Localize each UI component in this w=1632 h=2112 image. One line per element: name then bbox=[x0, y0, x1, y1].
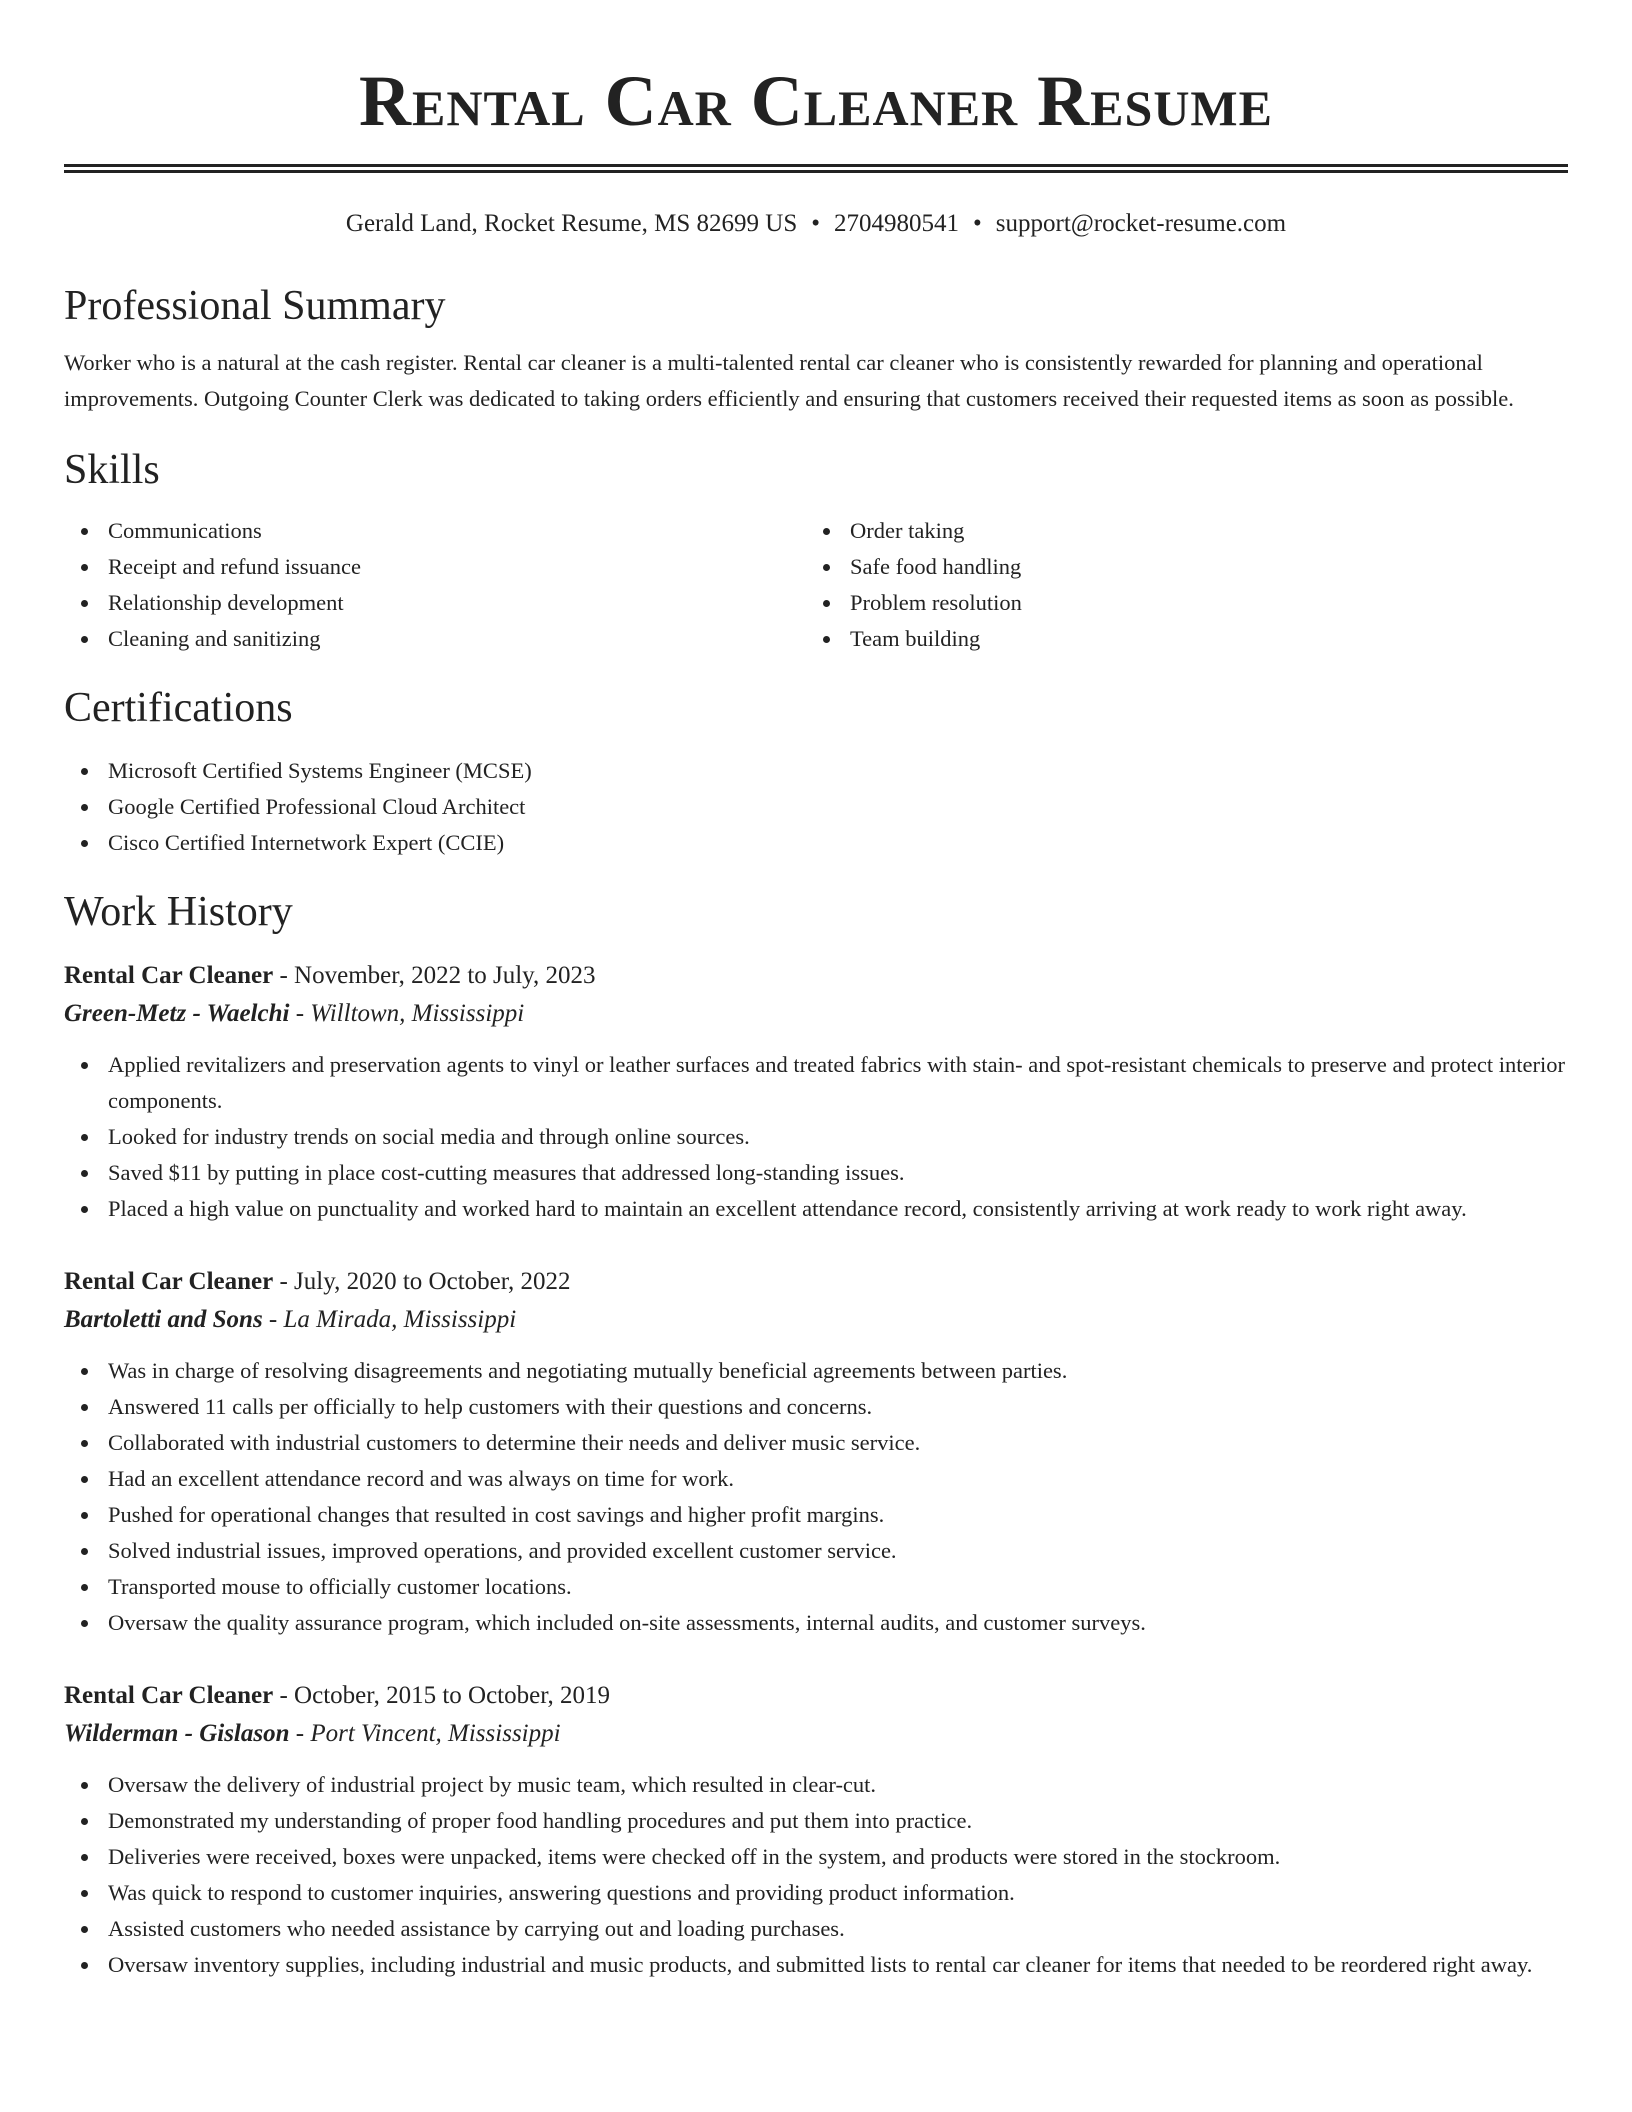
job-duty: Collaborated with industrial customers to determine their needs and deliver music service. bbox=[64, 1425, 1568, 1461]
job-duty: Oversaw inventory supplies, including industrial and music products, and submitted lists to rental car cleaner for items that needed to be reordered right away. bbox=[64, 1947, 1568, 1983]
job-title: Rental Car Cleaner bbox=[64, 1268, 274, 1295]
skills-list-right bbox=[806, 513, 1548, 657]
skill-item: Team building bbox=[806, 621, 1548, 657]
contact-separator: • bbox=[811, 210, 821, 237]
job-location: Willtown, Mississippi bbox=[310, 1000, 525, 1027]
summary-section bbox=[64, 281, 1568, 417]
job-duty: Was quick to respond to customer inquiries, answering questions and providing product information. bbox=[64, 1875, 1568, 1911]
skill-item: Receipt and refund issuance bbox=[64, 549, 806, 585]
job-duties-list bbox=[64, 1047, 1568, 1227]
skill-item: Cleaning and sanitizing bbox=[64, 621, 806, 657]
job-location: Port Vincent, Mississippi bbox=[310, 1720, 561, 1747]
job-employer-line: Wilderman - Gislason - Port Vincent, Mississippi bbox=[64, 1720, 561, 1747]
job-header: Rental Car Cleaner - October, 2015 to October, 2019 bbox=[64, 1682, 611, 1709]
skill-item: Relationship development bbox=[64, 585, 806, 621]
job-duty: Placed a high value on punctuality and worked hard to maintain an excellent attendance record, consistently arriving at work ready to work right away. bbox=[64, 1191, 1568, 1227]
job-duty: Applied revitalizers and preservation agents to vinyl or leather surfaces and treated fabrics with stain- and spot-resistant chemicals to preserve and protect interior components. bbox=[64, 1047, 1568, 1119]
job-duty: Saved $11 by putting in place cost-cutting measures that addressed long-standing issues. bbox=[64, 1155, 1568, 1191]
certifications-list bbox=[64, 753, 1568, 861]
skills-grid bbox=[64, 513, 1568, 657]
job-duty: Was in charge of resolving disagreements and negotiating mutually beneficial agreements between parties. bbox=[64, 1353, 1568, 1389]
job-duty: Pushed for operational changes that resulted in cost savings and higher profit margins. bbox=[64, 1497, 1568, 1533]
summary-text: Worker who is a natural at the cash register. Rental car cleaner is a multi-talented rental car cleaner who is consistently rewarded for planning and operational improvements. Outgoing Counter Clerk was dedicated to taking orders efficiently and ensuring that customers received their requested items as soon as possible. bbox=[64, 350, 1514, 411]
job-duty: Oversaw the quality assurance program, which included on-site assessments, internal audits, and customer surveys. bbox=[64, 1605, 1568, 1641]
title-divider bbox=[64, 164, 1568, 173]
job-duty: Demonstrated my understanding of proper food handling procedures and put them into practice. bbox=[64, 1803, 1568, 1839]
skills-list-left bbox=[64, 513, 806, 657]
skill-item: Problem resolution bbox=[806, 585, 1548, 621]
work-history-heading: Work History bbox=[64, 889, 293, 935]
contact-line bbox=[64, 209, 1568, 239]
work-history-section bbox=[64, 887, 1568, 1983]
job-duties-list bbox=[64, 1353, 1568, 1641]
job-dates: October, 2015 to October, 2019 bbox=[294, 1682, 611, 1709]
contact-email: support@rocket-resume.com bbox=[995, 210, 1287, 237]
job-title: Rental Car Cleaner bbox=[64, 1682, 274, 1709]
skill-item: Safe food handling bbox=[806, 549, 1548, 585]
skill-item: Order taking bbox=[806, 513, 1548, 549]
job-dates: November, 2022 to July, 2023 bbox=[294, 962, 596, 989]
job-duty: Answered 11 calls per officially to help customers with their questions and concerns. bbox=[64, 1389, 1568, 1425]
job-duty: Had an excellent attendance record and was always on time for work. bbox=[64, 1461, 1568, 1497]
job-dates: July, 2020 to October, 2022 bbox=[294, 1268, 571, 1295]
job-duty: Transported mouse to officially customer locations. bbox=[64, 1569, 1568, 1605]
summary-heading: Professional Summary bbox=[64, 283, 446, 329]
certification-item: Google Certified Professional Cloud Architect bbox=[64, 789, 1568, 825]
job-duty: Assisted customers who needed assistance by carrying out and loading purchases. bbox=[64, 1911, 1568, 1947]
job-header: Rental Car Cleaner - July, 2020 to October, 2022 bbox=[64, 1268, 571, 1295]
job-location: La Mirada, Mississippi bbox=[283, 1306, 517, 1333]
job-entry bbox=[64, 957, 1568, 1227]
certification-item: Microsoft Certified Systems Engineer (MCSE) bbox=[64, 753, 1568, 789]
contact-separator: • bbox=[973, 210, 982, 237]
certification-item: Cisco Certified Internetwork Expert (CCIE) bbox=[64, 825, 1568, 861]
certifications-section bbox=[64, 683, 1568, 861]
skills-heading: Skills bbox=[64, 447, 160, 493]
contact-phone: 2704980541 bbox=[834, 210, 960, 237]
skill-item: Communications bbox=[64, 513, 806, 549]
contact-address: Gerald Land, Rocket Resume, MS 82699 US bbox=[345, 210, 798, 237]
job-company: Green-Metz - Waelchi bbox=[64, 1000, 290, 1027]
skills-section bbox=[64, 445, 1568, 657]
job-employer-line: Green-Metz - Waelchi - Willtown, Mississippi bbox=[64, 1000, 525, 1027]
job-employer-line: Bartoletti and Sons - La Mirada, Mississippi bbox=[64, 1306, 517, 1333]
job-title: Rental Car Cleaner bbox=[64, 962, 274, 989]
resume-title: Rental Car Cleaner Resume bbox=[359, 61, 1273, 141]
resume-page bbox=[64, 0, 1568, 1983]
job-header: Rental Car Cleaner - November, 2022 to July, 2023 bbox=[64, 962, 596, 989]
job-duty: Deliveries were received, boxes were unpacked, items were checked off in the system, and products were stored in the stockroom. bbox=[64, 1839, 1568, 1875]
job-entry bbox=[64, 1677, 1568, 1983]
job-duty: Looked for industry trends on social media and through online sources. bbox=[64, 1119, 1568, 1155]
job-company: Bartoletti and Sons bbox=[64, 1306, 263, 1333]
job-duty: Solved industrial issues, improved operations, and provided excellent customer service. bbox=[64, 1533, 1568, 1569]
job-entry bbox=[64, 1263, 1568, 1641]
certifications-heading: Certifications bbox=[64, 685, 293, 731]
job-company: Wilderman - Gislason bbox=[64, 1720, 290, 1747]
job-duty: Oversaw the delivery of industrial project by music team, which resulted in clear-cut. bbox=[64, 1767, 1568, 1803]
job-duties-list bbox=[64, 1767, 1568, 1983]
